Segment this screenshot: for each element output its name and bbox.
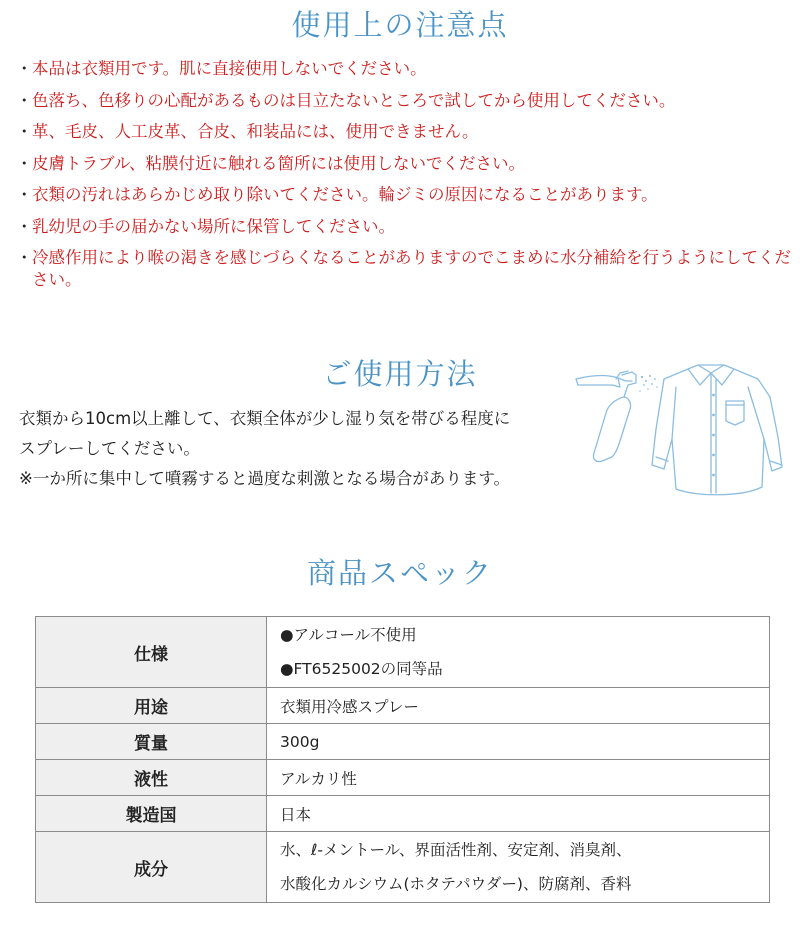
caution-text: 本品は衣類用です。肌に直接使用しないでください。 <box>32 59 427 78</box>
caution-text: 衣類の汚れはあらかじめ取り除いてください。輪ジミの原因になることがあります。 <box>32 185 658 204</box>
spec-value <box>267 617 770 688</box>
cautions-title: 使用上の注意点 <box>291 8 509 42</box>
spec-value-line: ●アルコール不使用 <box>280 626 417 644</box>
table-row <box>36 796 770 832</box>
caution-text: 革、毛皮、人工皮革、合皮、和装品には、使用できません。 <box>32 122 479 141</box>
caution-text: 冷感作用により喉の渇きを感じづらくなることがありますのでこまめに水分補給を行うようにしてください。 <box>32 248 791 289</box>
caution-item <box>16 58 791 80</box>
bullet-icon: ・ <box>16 216 33 236</box>
caution-text: 皮膚トラブル、粘膜付近に触れる箇所には使用しないでください。 <box>32 153 526 173</box>
spec-label: 液性 <box>36 760 267 796</box>
table-row <box>36 832 770 903</box>
usage-title: ご使用方法 <box>322 357 478 391</box>
caution-item <box>16 247 791 291</box>
caution-item <box>16 216 791 238</box>
caution-text: 色落ち、色移りの心配があるものは目立たないところで試してから使用してください。 <box>32 90 676 110</box>
caution-item <box>16 121 791 143</box>
table-row <box>36 688 770 724</box>
caution-item <box>16 90 791 112</box>
bullet-icon: ・ <box>16 59 33 78</box>
spec-label: 質量 <box>36 724 267 760</box>
spec-label: 製造国 <box>36 796 267 832</box>
bullet-icon: ・ <box>16 248 33 267</box>
spec-label: 用途 <box>36 688 267 724</box>
table-row <box>36 724 770 760</box>
spec-value-line: 水酸化カルシウム(ホタテパウダー)、防腐剤、香料 <box>280 875 632 893</box>
spec-value <box>267 832 770 903</box>
spec-value: 日本 <box>267 796 770 832</box>
spec-value-line: 水、ℓ-メントール、界面活性剤、安定剤、消臭剤、 <box>280 841 632 859</box>
usage-line: 衣類から10cm以上離して、衣類全体が少し湿り気を帯びる程度に <box>19 409 511 428</box>
spec-value: 衣類用冷感スプレー <box>267 688 770 724</box>
spec-label: 成分 <box>36 832 267 903</box>
caution-item <box>16 184 791 206</box>
bullet-icon: ・ <box>16 153 33 173</box>
spec-table <box>35 616 770 903</box>
usage-note: ※一か所に集中して噴霧すると過度な刺激となる場合があります。 <box>19 469 511 488</box>
spec-value: アルカリ性 <box>267 760 770 796</box>
usage-line: スプレーしてください。 <box>19 439 200 458</box>
spec-value-line: ●FT6525002の同等品 <box>280 660 443 678</box>
cautions-list <box>16 58 791 301</box>
table-row <box>36 617 770 688</box>
bullet-icon: ・ <box>16 185 33 204</box>
spec-label: 仕様 <box>36 617 267 688</box>
spray-shirt-illustration <box>572 357 787 502</box>
bullet-icon: ・ <box>16 90 33 110</box>
caution-text: 乳幼児の手の届かない場所に保管してください。 <box>32 216 395 236</box>
bullet-icon: ・ <box>16 122 33 141</box>
spec-title: 商品スペック <box>306 556 493 590</box>
spec-value: 300g <box>267 724 770 760</box>
caution-item <box>16 153 791 175</box>
table-row <box>36 760 770 796</box>
usage-text <box>19 404 564 494</box>
